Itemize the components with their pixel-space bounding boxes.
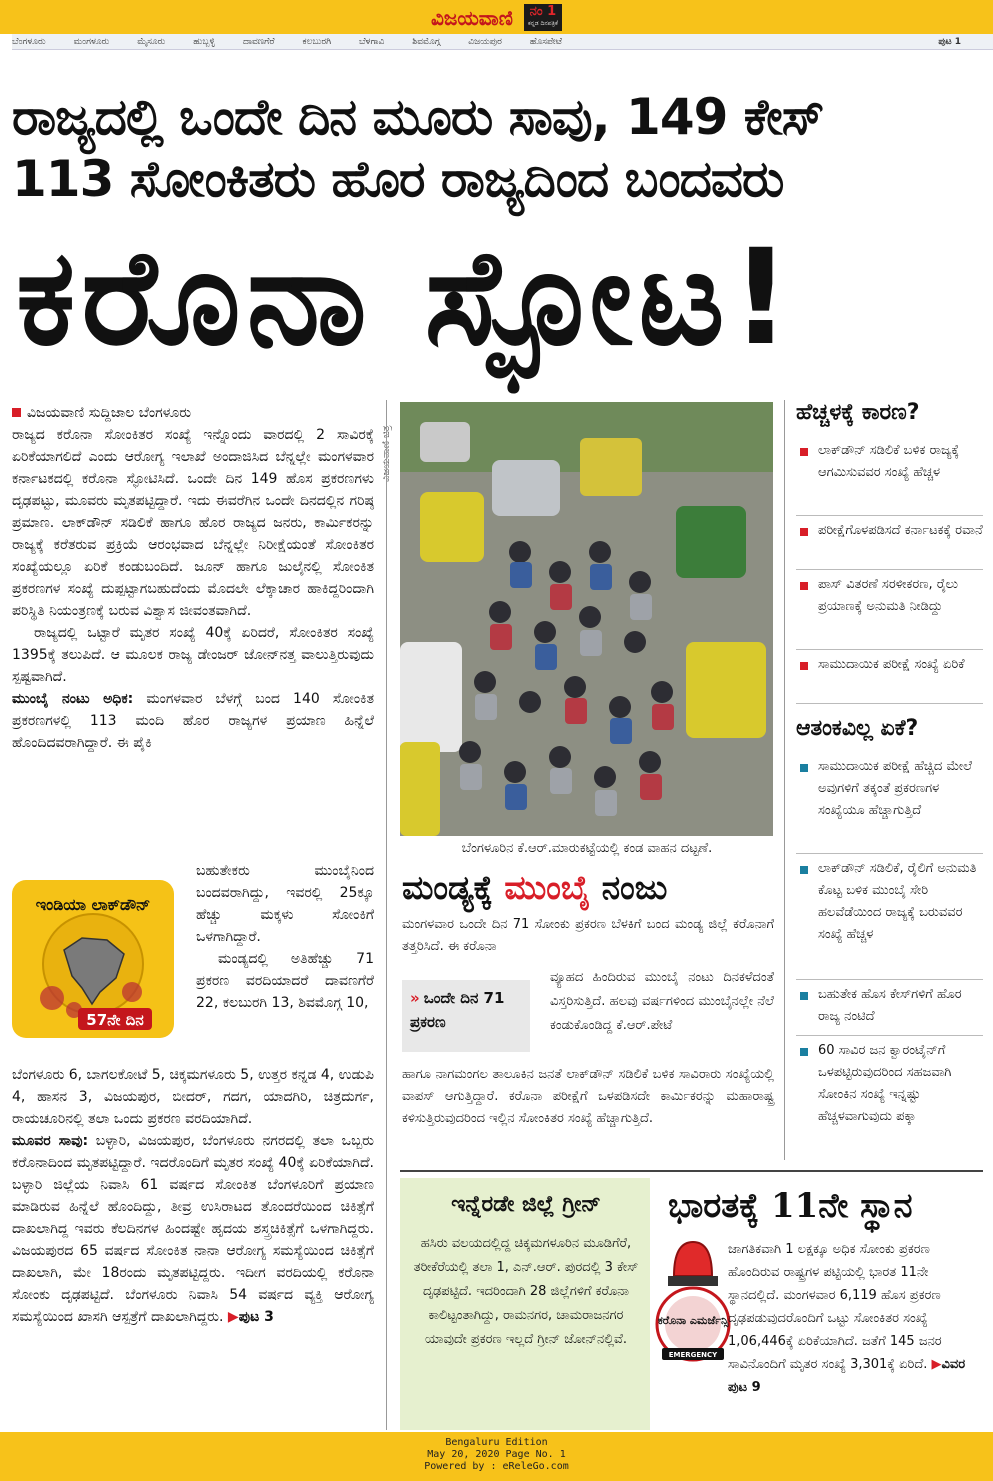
reason-item: ಪರೀಕ್ಷೆಗೊಳಪಡಿಸದೆ ಕರ್ನಾಟಕಕ್ಕೆ ರವಾನೆ bbox=[796, 520, 983, 570]
main-story-bottom bbox=[12, 1064, 374, 1328]
traffic-illustration bbox=[400, 402, 773, 836]
mandya-callout: » ಒಂದೇ ದಿನ 71 ಪ್ರಕರಣ bbox=[402, 980, 530, 1052]
emblem-sub: EMERGENCY bbox=[668, 1351, 718, 1359]
main-story-narrow bbox=[196, 860, 374, 1014]
main-story-top bbox=[12, 402, 374, 754]
reason-item: ಲಾಕ್‌ಡೌನ್ ಸಡಿಲಿಕೆ ಬಳಿಕ ರಾಜ್ಯಕ್ಕೆ ಆಗಮಿಸುವವರ ಸಂಖ್ಯೆ ಹೆಚ್ಚಳ bbox=[796, 440, 983, 516]
story-paragraph-3: ಮುಂಬೈ ನಂಟು ಅಧಿಕ: ಮಂಗಳವಾರ ಬೆಳಗ್ಗೆ ಬಂದ 140 ಸೋಂಕಿತ ಪ್ರಕರಣಗಳಲ್ಲಿ 113 ಮಂದಿ ಹೊರ ರಾಜ್ಯಗಳ ಪ್ರಯಾಣ ಹಿನ್ನೆಲೆ ಹೊಂದಿದವರಾಗಿದ್ದಾರೆ. ಈ ಪೈಕಿ bbox=[12, 691, 374, 751]
continue-link-page-9[interactable]: ▶ವಿವರ ಪುಟ 9 bbox=[728, 1357, 966, 1395]
lockdown-day-label: 57ನೇ ದಿನ bbox=[86, 1011, 144, 1029]
mandya-bottom bbox=[402, 1064, 774, 1130]
india-rank-title: ಭಾರತಕ್ಕೆ 11ನೇ ಸ್ಥಾನ bbox=[668, 1186, 913, 1226]
footer-date-page: May 20, 2020 Page No. 1 bbox=[427, 1449, 566, 1460]
photo-caption: ಬೆಂಗಳೂರಿನ ಕೆ.ಆರ್.ಮಾರುಕಟ್ಟೆಯಲ್ಲಿ ಕಂಡ ವಾಹನ ದಟ್ಟಣೆ. bbox=[461, 841, 713, 856]
green-zone-body: ಹಸಿರು ವಲಯದಲ್ಲಿದ್ದ ಚಿಕ್ಕಮಗಳೂರಿನ ಮೂಡಿಗೆರೆ, ತರೀಕೆರೆಯಲ್ಲಿ ತಲಾ 1, ಎನ್.ಆರ್. ಪುರದಲ್ಲಿ 3 ಕೇಸ್ ದೃಢಪಟ್ಟಿದೆ. ಇದರಿಂದಾಗಿ 28 ಜಿಲ್ಲೆಗಳಿಗೆ ಕರೊನಾ ಕಾಲಿಟ್ಟಂತಾಗಿದ್ದು, ರಾಮನಗರ, ಚಾಮರಾಜನಗರ ಯಾವುದೇ ಪ್ರಕರಣ ಇಲ್ಲದೆ ಗ್ರೀನ್ ಜೋನ್‌ನಲ್ಲಿವೆ. bbox=[413, 1236, 639, 1347]
edition-ticker: ಬೆಂಗಳೂರು ಮಂಗಳೂರು ಮೈಸೂರು ಹುಬ್ಬಳ್ಳಿ ದಾವಣಗೆರೆ ಕಲಬುರಗಿ ಬೆಳಗಾವಿ ಶಿವಮೊಗ್ಗ ವಿಜಯಪುರ ಹೊಸಪೇಟೆ ಪುಟ 1 bbox=[12, 34, 993, 50]
india-lockdown-logo bbox=[12, 880, 174, 1038]
column-divider bbox=[386, 400, 387, 1430]
green-zone-title: ಇನ್ನೆರಡೇ ಜಿಲ್ಲೆ ಗ್ರೀನ್ bbox=[451, 1192, 601, 1217]
reason-item: ಸಾಮುದಾಯಿಕ ಪರೀಕ್ಷೆ ಸಂಖ್ಯೆ ಏರಿಕೆ bbox=[796, 654, 983, 704]
column-divider bbox=[784, 400, 785, 1160]
note-item: ಸಾಮುದಾಯಿಕ ಪರೀಕ್ಷೆ ಹೆಚ್ಚಿದ ಮೇಲೆ ಅವುಗಳಿಗೆ ತಕ್ಕಂತೆ ಪ್ರಕರಣಗಳ ಸಂಖ್ಯೆಯೂ ಹೆಚ್ಚಾಗುತ್ತಿದೆ bbox=[796, 756, 983, 854]
byline: ವಿಜಯವಾಣಿ ಸುದ್ದಿಜಾಲ ಬೆಂಗಳೂರು bbox=[12, 402, 374, 424]
note-item: ಲಾಕ್‌ಡೌನ್ ಸಡಿಲಿಕೆ, ರೈಲಿಗೆ ಅನುಮತಿ ಕೊಟ್ಟ ಬಳಿಕ ಮುಂಬೈ ಸೇರಿ ಹಲವೆಡೆಯಿಂದ ರಾಜ್ಯಕ್ಕೆ ಬರುವವರ ಸಂಖ್ಯೆ ಹೆಚ್ಚಳ bbox=[796, 858, 983, 980]
reason-item: ಪಾಸ್ ವಿತರಣೆ ಸರಳೀಕರಣ, ರೈಲು ಪ್ರಯಾಣಕ್ಕೆ ಅನುಮತಿ ನೀಡಿದ್ದು bbox=[796, 574, 983, 650]
lockdown-emblem bbox=[12, 880, 174, 1038]
siren-icon bbox=[652, 1232, 734, 1364]
headline-line-1: ರಾಜ್ಯದಲ್ಲಿ ಒಂದೇ ದಿನ ಮೂರು ಸಾವು, 149 ಕೇಸ್ bbox=[12, 88, 824, 146]
footer-edition: Bengaluru Edition bbox=[445, 1437, 548, 1448]
india-rank-body: ಜಾಗತಿಕವಾಗಿ 1 ಲಕ್ಷಕ್ಕೂ ಅಧಿಕ ಸೋಂಕು ಪ್ರಕರಣ ಹೊಂದಿರುವ ರಾಷ್ಟ್ರಗಳ ಪಟ್ಟಿಯಲ್ಲಿ ಭಾರತ 11ನೇ ಸ್ಥಾನದಲ್ಲಿದೆ. ಮಂಗಳವಾರ 6,119 ಹೊಸ ಪ್ರಕರಣ ದೃಢಪಡುವುದರೊಂದಿಗೆ ಒಟ್ಟು ಸೋಂಕಿತರ ಸಂಖ್ಯೆ 1,06,446ಕ್ಕೆ ಏರಿಕೆಯಾಗಿದೆ. ಜತೆಗೆ 145 ಜನರ ಸಾವಿನೊಂದಿಗೆ ಮೃತರ ಸಂಖ್ಯೆ 3,301ಕ್ಕೆ ಏರಿದೆ. ▶ವಿವರ ಪುಟ 9 bbox=[728, 1242, 966, 1395]
note-item: 60 ಸಾವಿರ ಜನ ಕ್ವಾರಂಟೈನ್‌ಗೆ ಒಳಪಟ್ಟಿರುವುದರಿಂದ ಸಹಜವಾಗಿ ಸೋಂಕಿನ ಸಂಖ್ಯೆ ಇನ್ನಷ್ಟು ಹೆಚ್ಚಳವಾಗುವುದು ಪಕ್ಕಾ bbox=[796, 1040, 983, 1162]
story-paragraph-4: ಮಂಡ್ಯದಲ್ಲಿ ಅತಿಹೆಚ್ಚು 71 ಪ್ರಕರಣ ವರದಿಯಾದರೆ ದಾವಣಗೆರೆ 22, ಕಲಬುರಗಿ 13, ಶಿವಮೊಗ್ಗ 10, bbox=[196, 951, 374, 1011]
mandya-intro bbox=[402, 914, 774, 958]
continue-link-page-3[interactable]: ▶ಪುಟ 3 bbox=[227, 1309, 274, 1325]
mandya-headline: ಮಂಡ್ಯಕ್ಕೆ ಮುಂಬೈ ನಂಜು bbox=[402, 868, 668, 907]
footer bbox=[0, 1432, 993, 1481]
corona-emergency-emblem bbox=[652, 1232, 734, 1364]
story-paragraph-3-cont: ಬಹುತೇಕರು ಮುಂಬೈನಿಂದ ಬಂದವರಾಗಿದ್ದು, ಇವರಲ್ಲಿ 25ಕ್ಕೂ ಹೆಚ್ಚು ಮಕ್ಕಳು ಸೋಂಕಿಗೆ ಒಳಗಾಗಿದ್ದಾರೆ. bbox=[196, 863, 374, 945]
story-paragraph-1: ರಾಜ್ಯದ ಕರೊನಾ ಸೋಂಕಿತರ ಸಂಖ್ಯೆ ಇನ್ನೊಂದು ವಾರದಲ್ಲಿ 2 ಸಾವಿರಕ್ಕೆ ಏರಿಕೆಯಾಗಲಿದೆ ಎಂದು ಆರೋಗ್ಯ ಇಲಾಖೆ ಅಂದಾಜಿಸಿದ ಬೆನ್ನಲ್ಲೇ ಮಂಗಳವಾರ ಕರ್ನಾಟಕದಲ್ಲಿ ಕರೊನಾ ಸ್ಫೋಟಿಸಿದೆ. ಒಂದೇ ದಿನ 149 ಹೊಸ ಪ್ರಕರಣಗಳು ದೃಢಪಟ್ಟು, ಮೂವರು ಮೃತಪಟ್ಟಿದ್ದಾರೆ. ಇದು ಈವರೆಗಿನ ಒಂದೇ ದಿನದಲ್ಲಿನ ಗರಿಷ್ಠ ಪ್ರಮಾಣ. ಲಾಕ್‌ಡೌನ್ ಸಡಿಲಿಕೆ ಹಾಗೂ ಹೊರ ರಾಜ್ಯದ ಜನರು, ಕಾರ್ಮಿಕರನ್ನು ರಾಜ್ಯಕ್ಕೆ ಕರೆತರುವ ಪ್ರಕ್ರಿಯೆ ಆರಂಭವಾದ ಬೆನ್ನಲ್ಲೇ ನಿರೀಕ್ಷೆಯಂತೆ ಸೋಂಕಿತರ ಸಂಖ್ಯೆಯಲ್ಲೂ ಏರಿಕೆ ಕಂಡುಬಂದಿದೆ. ಜೂನ್ ಹಾಗೂ ಜುಲೈನಲ್ಲಿ ಸೋಂಕಿತ ಪ್ರಕರಣಗಳ ಸಂಖ್ಯೆ ದುಪ್ಪಟ್ಟಾಗಬಹುದೆಂದು ಮೊದಲೇ ಲೆಕ್ಕಾಚಾರ ಹಾಕಿದ್ದರಿಂದಾಗಿ ಪರಿಸ್ಥಿತಿ ನಿಯಂತ್ರಣಕ್ಕೆ ಬರುವ ವಿಶ್ವಾಸ ಜೀವಂತವಾಗಿದೆ. bbox=[12, 427, 374, 619]
masthead bbox=[0, 4, 993, 31]
headline-main: ಕರೊನಾ ಸ್ಫೋಟ! bbox=[16, 221, 797, 375]
story-paragraph-4-cont: ಬೆಂಗಳೂರು 6, ಬಾಗಲಕೋಟೆ 5, ಚಿಕ್ಕಮಗಳೂರು 5, ಉತ್ತರ ಕನ್ನಡ 4, ಉಡುಪಿ 4, ಹಾಸನ 3, ವಿಜಯಪುರ, ಬೀದರ್, ಗದಗ, ಯಾದಗಿರಿ, ಚಿತ್ರದುರ್ಗ, ರಾಯಚೂರಿನಲ್ಲಿ ತಲಾ ಒಂದು ಪ್ರಕರಣ ವರದಿಯಾಗಿದೆ. bbox=[12, 1067, 374, 1127]
footer-powered[interactable]: Powered by : eReleGo.com bbox=[424, 1461, 569, 1472]
newspaper-logo: ವಿಜಯವಾಣಿ bbox=[431, 5, 513, 30]
mandya-paragraph-1: ಮಂಗಳವಾರ ಒಂದೇ ದಿನ 71 ಸೋಂಕು ಪ್ರಕರಣ ಬೆಳಕಿಗೆ ಬಂದ ಮಂಡ್ಯ ಜಿಲ್ಲೆ ಕರೊನಾಗೆ ತತ್ತರಿಸಿದೆ. ಈ ಕರೊನಾ bbox=[402, 917, 774, 954]
story-paragraph-2: ರಾಜ್ಯದಲ್ಲಿ ಒಟ್ಟಾರೆ ಮೃತರ ಸಂಖ್ಯೆ 40ಕ್ಕೆ ಏರಿದರೆ, ಸೋಂಕಿತರ ಸಂಖ್ಯೆ 1395ಕ್ಕೆ ತಲುಪಿದೆ. ಆ ಮೂಲಕ ರಾಜ್ಯ ಡೇಂಜರ್ ಜೋನ್‌ನತ್ತ ವಾಲುತ್ತಿರುವುದು ಸ್ಪಷ್ಟವಾಗಿದೆ. bbox=[12, 625, 374, 685]
no-worry-heading: ಆತಂಕವಿಲ್ಲ ಏಕೆ? bbox=[796, 716, 919, 741]
photo-credit: ವಿಜಯವಾಣಿ ಚಿತ್ರ bbox=[381, 425, 392, 482]
section-divider bbox=[400, 1170, 983, 1172]
mandya-narrow bbox=[550, 966, 774, 1038]
story-paragraph-5: ಮೂವರ ಸಾವು: ಬಳ್ಳಾರಿ, ವಿಜಯಪುರ, ಬೆಂಗಳೂರು ನಗರದಲ್ಲಿ ತಲಾ ಒಬ್ಬರು ಕರೊನಾದಿಂದ ಮೃತಪಟ್ಟಿದ್ದಾರೆ. ಇದರೊಂದಿಗೆ ಮೃತರ ಸಂಖ್ಯೆ 40ಕ್ಕೆ ಏರಿಕೆಯಾಗಿದೆ. ಬಳ್ಳಾರಿ ಜಿಲ್ಲೆಯ ನಿವಾಸಿ 61 ವರ್ಷದ ಸೋಂಕಿತ ಬೆಂಗಳೂರಿಗೆ ಪ್ರಯಾಣ ಮಾಡಿರುವ ಹಿನ್ನೆಲೆ ಹೊಂದಿದ್ದು, ತೀವ್ರ ಉಸಿರಾಟದ ತೊಂದರೆಯಿಂದ ಚಿಕಿತ್ಸೆಗೆ ದಾಖಲಾಗಿದ್ದ ಇವರು ಕೆಲದಿನಗಳ ಹಿಂದಷ್ಟೇ ಹೃದಯ ಶಸ್ತ್ರಚಿಕಿತ್ಸೆಗೆ ಒಳಗಾಗಿದ್ದರು. ವಿಜಯಪುರದ 65 ವರ್ಷದ ಸೋಂಕಿತ ನಾನಾ ಆರೋಗ್ಯ ಸಮಸ್ಯೆಯಿಂದ ಚಿಕಿತ್ಸೆಗೆ ದಾಖಲಾಗಿ, ಮೇ 18ರಂದು ಮೃತಪಟ್ಟಿದ್ದರು. ಇದೀಗ ವರದಿಯಲ್ಲಿ ಕರೊನಾ ಸೋಂಕು ದೃಢಪಟ್ಟಿದೆ. ಬೆಂಗಳೂರು ನಿವಾಸಿ 54 ವರ್ಷದ ವ್ಯಕ್ತಿ ಆರೋಗ್ಯ ಸಮಸ್ಯೆಯಿಂದ ಖಾಸಗಿ ಆಸ್ಪತ್ರೆಗೆ ದಾಖಲಾಗಿದ್ದರು. ▶ಪುಟ 3 bbox=[12, 1133, 375, 1325]
ticker-page: ಪುಟ 1 bbox=[938, 37, 961, 47]
number-one-badge: ನಂ 1 ಕನ್ನಡ ದಿನಪತ್ರಿಕೆ bbox=[524, 4, 562, 31]
lockdown-title: ಇಂಡಿಯಾ ಲಾಕ್‌ಡೌನ್ bbox=[35, 895, 151, 914]
note-item: ಬಹುತೇಕ ಹೊಸ ಕೇಸ್‌ಗಳಿಗೆ ಹೊರ ರಾಜ್ಯ ನಂಟಿದೆ bbox=[796, 984, 983, 1036]
mandya-paragraph-3: ಹಾಗೂ ನಾಗಮಂಗಲ ತಾಲೂಕಿನ ಜನತೆ ಲಾಕ್‌ಡೌನ್ ಸಡಿಲಿಕೆ ಬಳಿಕ ಸಾವಿರಾರು ಸಂಖ್ಯೆಯಲ್ಲಿ ವಾಪಸ್ ಆಗುತ್ತಿದ್ದಾರೆ. ಕರೊನಾ ಪರೀಕ್ಷೆಗೆ ಒಳಪಡಿಸದೇ ಕಾರ್ಮಿಕರನ್ನು ಮಹಾರಾಷ್ಟ್ರ ಕಳಿಸುತ್ತಿರುವುದರಿಂದ ಇಲ್ಲಿನ ಸೋಂಕಿತರ ಸಂಖ್ಯೆ ಹೆಚ್ಚಾಗುತ್ತಿದೆ. bbox=[402, 1067, 774, 1126]
emblem-label: ಕರೊನಾ ಎಮರ್ಜೆನ್ಸಿ bbox=[657, 1314, 729, 1327]
mandya-paragraph-2: ವ್ಯೂಹದ ಹಿಂದಿರುವ ಮುಂಬೈ ನಂಟು ದಿನಕಳೆದಂತೆ ವಿಸ್ತರಿಸುತ್ತಿದೆ. ಹಲವು ವರ್ಷಗಳಿಂದ ಮುಂಬೈನಲ್ಲೇ ನೆಲೆ ಕಂಡುಕೊಂಡಿದ್ದ ಕೆ.ಆರ್.ಪೇಟೆ bbox=[550, 970, 774, 1033]
headline-line-2: 113 ಸೋಂಕಿತರು ಹೊರ ರಾಜ್ಯದಿಂದ ಬಂದವರು bbox=[12, 150, 784, 208]
traffic-photo bbox=[400, 402, 773, 836]
reasons-heading: ಹೆಚ್ಚಳಕ್ಕೆ ಕಾರಣ? bbox=[796, 400, 920, 425]
